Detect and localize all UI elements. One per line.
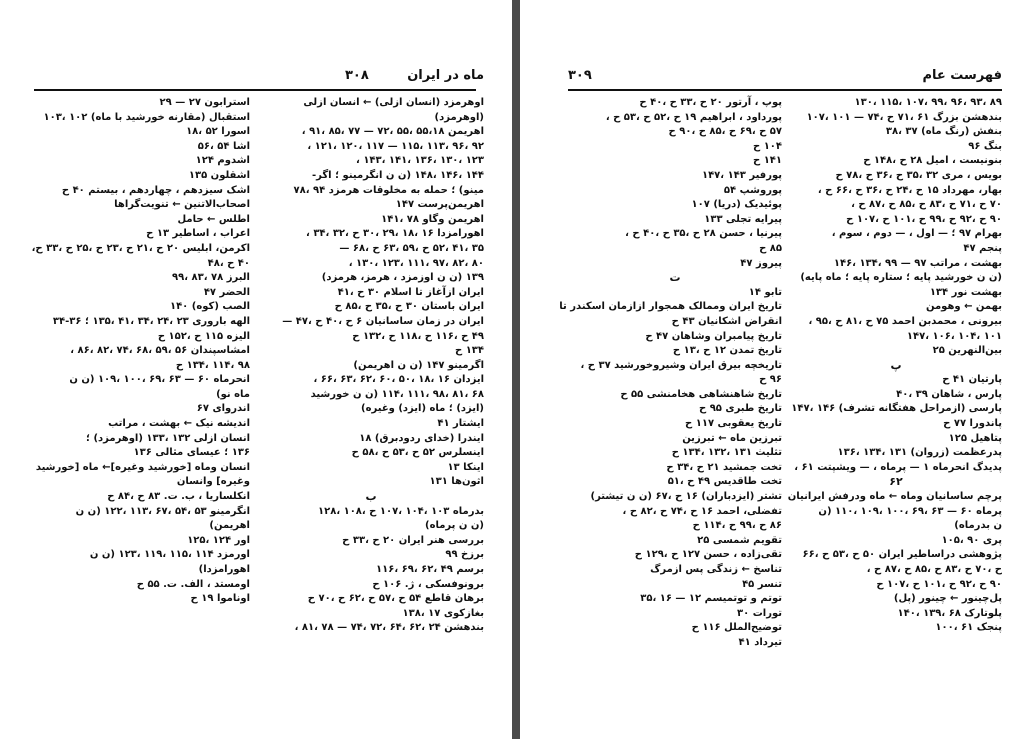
- index-entry: (ن ن پرماه): [425, 520, 484, 532]
- index-entry: برونوفسکی ، ژ. ۱۰۶ ح: [372, 578, 484, 590]
- index-entry: الصب (کوه) ۱۴۰: [169, 301, 250, 313]
- index-entry: ۸۹ ،۹۳ ،۹۶ ،۹۹ ،۱۰۷ ،۱۱۵ ،۱۳۰: [854, 97, 1002, 108]
- index-entry: ۹۰ ح ،۹۲ ح ،۱۰۱ ح ،۱۰۷ ح: [876, 578, 1002, 590]
- section-letter: ب: [365, 490, 377, 504]
- index-entry: بویس ، مری ۳۲ ،۳۵ ح ،۳۶ ح ،۷۸ ح: [835, 169, 1002, 181]
- index-entry: بهشت ، مراتب ۹۷ — ۹۹ ،۱۳۴ ،۱۴۶: [833, 257, 1002, 269]
- index-entry: پرچم ساسانیان وماه ← ماه ودرفش ایرانیان: [787, 491, 1002, 503]
- index-entry: ایندرا (خدای ردودبرق) ۱۸: [359, 432, 484, 444]
- index-entry: پنجک ۶۱ ،۱۰۰: [935, 622, 1002, 634]
- page-number: ۳۰۹: [568, 68, 592, 83]
- index-entry: (ایزد) ؛ ماه (ایزد) وغیره): [361, 403, 484, 415]
- index-entry: استقبال (مقارنه خورشید با ماه) ۱۰۲ ،۱۰۳: [43, 111, 250, 123]
- index-entry: پلوتارک ۶۸ ،۱۳۹ ،۱۴۰: [897, 607, 1002, 619]
- index-entry: پارتیان ۴۱ ح: [942, 374, 1002, 386]
- index-entry: تابو ۱۴: [748, 286, 782, 298]
- header-rule: [568, 89, 1002, 91]
- index-entry: اهریمن): [209, 520, 250, 532]
- index-entry: اگرمینو ۱۴۷ (ن ن اهریمن): [353, 359, 484, 371]
- index-entry: پدیدگ انحرماه ۱ — پرماه ، — ویشپتت ۶۱ ،: [794, 461, 1002, 473]
- index-entry: تورات ۳۰: [737, 607, 782, 619]
- index-entry: ۳۵ ،۴۱ ،۵۲ ح ،۵۹ ،۶۳ ح ،۶۸ —: [339, 242, 484, 254]
- index-entry: ۱۴۴ ،۱۴۶ ،۱۴۸ (ن ن انگرمینو ؛ اگر-: [311, 169, 484, 181]
- index-entry: اعراب ، اساطیر ۱۳ ح: [146, 228, 250, 240]
- index-entry: پوئیدیک (دریا) ۱۰۷: [691, 199, 782, 211]
- index-entry: امشاسپندان ۵۶ ،۵۹ ،۶۸ ،۷۴ ،۸۲ ،۸۶ ،: [70, 345, 250, 357]
- right-page: [520, 0, 1024, 739]
- index-entry: اهورامزدا): [198, 564, 250, 575]
- index-entry: تفضلی، احمد ۱۶ ح ،۷۴ ح ،۸۲ ح ،: [622, 505, 782, 517]
- index-entry: اشا ۵۴ ،۵۶: [197, 140, 250, 152]
- index-entry: انکلساریا ، ب. ت. ۸۳ ح ،۸۴ ح: [107, 491, 250, 503]
- index-entry: پرماه ۶۰ — ۶۳ ،۶۹ ،۱۰۰ ،۱۰۹ ،۱۱۰ (ن: [818, 505, 1002, 517]
- index-entry: اور ۱۲۴ ،۱۲۵: [187, 534, 250, 546]
- index-entry: اهریمن ۵۵،۱۸ ،۵۵ ،۷۲ — ۷۷ ،۸۵ ،۹۱ ،: [301, 126, 484, 138]
- index-entry: برسم ۴۹ ،۶۲ ،۶۹ ،۱۱۶: [376, 564, 484, 575]
- index-entry: اطلس ← حامل: [177, 213, 250, 225]
- index-entry: اصحاب‌الاتنین ← تنویت‌گراها: [114, 199, 250, 211]
- index-entry: پارس ، شاهان ۳۹ ،۴۰: [896, 388, 1002, 400]
- index-entry: بین‌النهرین ۲۵: [932, 345, 1002, 357]
- index-entry: ۱۴۱ ح: [752, 155, 782, 167]
- index-entry: اشدوم ۱۲۴: [195, 155, 250, 167]
- index-entry: ۸۰ ،۸۲ ،۹۷ ،۱۱۱ ،۱۲۳ ،۱۳۰ ،: [348, 257, 484, 269]
- index-entry: پژوهشی دراساطیر ایران ۵۰ ح ،۵۳ ح ،۶۶: [802, 549, 1002, 561]
- page-number: ۳۰۸: [345, 68, 369, 83]
- page-title: ماه در ایران: [407, 68, 484, 83]
- index-entry: تبرزین ماه ← تبرزین: [682, 432, 782, 444]
- index-entry: پنجم ۴۷: [963, 242, 1002, 254]
- index-entry: الحضر ۴۷: [203, 286, 250, 298]
- index-entry: ۹۶ ح: [759, 374, 782, 386]
- index-entry: بدرماه ۱۰۳ ،۱۰۴ ،۱۰۷ ح ،۱۰۸ ،۱۲۸: [318, 505, 484, 517]
- index-entry: ح ،۷۰ ح ،۸۳ ح ،۸۵ ح ،۸۷ ح ،: [866, 564, 1002, 575]
- index-entry: پارسی (ازمراحل هفتگانه تشرف) ۱۴۶ ،۱۴۷: [791, 403, 1002, 415]
- index-entry: تاریخچه بیرق ایران وشیروخورشید ۳۷ ح ،: [580, 359, 782, 371]
- index-entry: بهار، مهرداد ۱۵ ح ،۲۴ ح ،۳۶ ح ،۶۶ ح ،: [817, 184, 1002, 196]
- header-rule: [34, 89, 476, 91]
- page-title: فهرست عام: [922, 68, 1002, 83]
- index-entry: انسان وماه [خورشید وغیره]← ماه [خورشید: [35, 461, 250, 473]
- index-entry: البرز ۷۸ ،۸۳ ،۹۹: [172, 272, 250, 284]
- index-entry: اومستد ، الف. ت. ۵۵ ح: [136, 578, 250, 590]
- index-entry: پری ۹۰ ،۱۰۵: [941, 534, 1002, 546]
- index-entry: تناسخ ← زندگی پس ازمرگ: [650, 564, 782, 575]
- index-entry: بنفش (رنگ ماه) ۳۷ ،۳۸: [885, 126, 1002, 138]
- index-entry: پورداود ، ابراهیم ۱۹ ح ،۵۲ ح ،۵۳ ح ،: [605, 111, 782, 123]
- index-entry: ۱۳۴ ح: [454, 345, 484, 357]
- index-entry: تاریخ پیامبران وشاهان ۴۷ ح: [645, 330, 782, 342]
- index-entry: ۱۳۶ ؛ عیسای مثالی ۱۳۶: [133, 447, 250, 459]
- index-entry: (ن ن خورشید پایه ؛ ستاره پایه ؛ ماه پایه): [800, 272, 1002, 284]
- index-entry: اوهرمزد (انسان ازلی) ← انسان ازلی: [303, 97, 484, 108]
- index-entry: تخت طاقدیس ۴۹ ح ،۵۱: [667, 476, 782, 488]
- index-entry: ۴۰ ح ،۴۸: [207, 257, 250, 269]
- index-entry: بهرام ۹۷ ؛ — اول ، — دوم ، سوم ،: [831, 228, 1002, 240]
- index-entry: تخت جمشید ۲۱ ح ،۳۴ ح: [666, 461, 782, 473]
- index-entry: ایران در زمان ساسانیان ۶ ح ،۴۰ ح ،۴۷ —: [282, 315, 484, 327]
- index-entry: پدرعظمت (زروان) ۱۳۱ ،۱۳۴ ،۱۳۶: [837, 447, 1002, 459]
- index-entry: پیرایه تجلی ۱۳۳: [704, 213, 782, 225]
- index-entry: اشک سیزدهم ، چهاردهم ، بیستم ۴۰ ح: [61, 184, 250, 196]
- index-entry: بنگ ۹۶: [968, 140, 1002, 152]
- index-entry: پتاهیل ۱۲۵: [948, 432, 1002, 444]
- index-entry: بهشت نور ۱۳۴: [929, 286, 1002, 298]
- index-entry: ۹۰ ح ،۹۲ ح ،۹۹ ح ،۱۰۱ ح ،۱۰۷ ح: [846, 213, 1002, 225]
- index-entry: بغازکوی ۱۷ ،۱۳۸: [402, 607, 484, 619]
- index-entry: تاریخ شاهنشاهی هخامنشی ۵۵ ح: [620, 388, 782, 400]
- index-entry: الهه باروری ۲۳ ،۲۴ ،۳۴ ،۴۱ ،۱۳۵ ؛ ۳۶-۳۴: [52, 315, 250, 327]
- index-entry: تنسر ۴۵: [742, 578, 782, 590]
- index-entry: انقراض اشکانیان ۴۳ ح: [671, 315, 782, 327]
- section-letter: پ: [890, 358, 902, 372]
- index-entry: ۴۹ ح ،۱۱۶ ح ،۱۱۸ ح ،۱۳۲ ح: [352, 330, 484, 342]
- index-entry: اینسلرس ۵۲ ح ،۵۳ ح ،۵۸ ح: [351, 447, 484, 459]
- index-entry: تقی‌زاده ، حسن ۱۲۷ ح ،۱۲۹ ح: [634, 549, 782, 561]
- index-entry: ۱۲۳ ،۱۳۰ ،۱۳۶ ،۱۴۱ ،۱۴۳ ،: [356, 155, 484, 167]
- index-entry: پیروز ۴۷: [740, 257, 782, 269]
- index-entry: انحرماه ۶۰ — ۶۳ ،۶۹ ،۱۰۰ ،۱۰۹ (ن ن: [69, 374, 250, 386]
- index-entry: ۱۳۹ (ن ن اوزمزد ، هرمز، هرمزد): [321, 272, 484, 284]
- index-entry: تیرداد ۴۱: [738, 636, 782, 648]
- index-entry: الیزه ۱۱۵ ح ،۱۵۲ ح: [157, 330, 250, 342]
- index-entry: بررسی هنر ایران ۲۰ ح ،۳۳ ح: [342, 534, 484, 546]
- index-entry: پاندورا ۷۷ ح: [943, 418, 1002, 430]
- index-entry: بهمن ← وهومن: [925, 301, 1002, 313]
- index-entry: ایران ازآغاز تا اسلام ۳۰ ح ،۴۱: [337, 286, 484, 298]
- index-entry: اوناموا ۱۹ ح: [190, 593, 250, 605]
- section-letter: ۶۲: [889, 475, 903, 489]
- index-column-left: [31, 96, 250, 607]
- index-entry: اندروای ۶۷: [196, 403, 250, 415]
- index-entry: ایزدان ۱۶ ،۱۸ ،۵۰ ،۶۰ ،۶۲ ،۶۳ ،۶۶ ،: [313, 374, 484, 386]
- index-entry: تاریخ ایران وممالک همجوار ازازمان اسکندر تا: [559, 301, 782, 313]
- index-entry: ن بدرماه): [954, 520, 1002, 532]
- index-entry: اثون‌ها ۱۳۱: [429, 476, 484, 488]
- index-entry: پوپ ، آرتور ۲۰ ح ،۳۳ ح ،۴۰ ح: [639, 97, 782, 108]
- index-entry: اکرمن، ابلیس ۲۰ ح ،۲۱ ح ،۲۳ ح ،۲۵ ح ،۳۳ ح،: [31, 242, 250, 254]
- index-entry: تاریخ یعقوبی ۱۱۷ ح: [685, 418, 782, 430]
- book-spine: [512, 0, 520, 739]
- index-entry: ۹۲ ،۹۶ ،۱۱۳ ،۱۱۵ — ۱۱۷ ،۱۲۰ ،۱۲۱ ،: [307, 140, 484, 152]
- index-entry: پل‌چینور ← چینور (پل): [893, 593, 1002, 605]
- index-entry: وغیره] وانسان: [176, 476, 250, 488]
- index-entry: توضیح‌الملل ۱۱۶ ح: [691, 622, 782, 634]
- index-entry: بیرونی ، محمدبن احمد ۷۵ ح ،۸۱ ح ،۹۵ ،: [808, 315, 1002, 327]
- index-entry: اهریمن‌پرست ۱۴۷: [395, 199, 484, 211]
- index-column-right: [787, 96, 1002, 636]
- index-entry: توتم و توتمیسم ۱۲ — ۱۶ ،۳۵: [640, 593, 782, 605]
- index-entry: انسان ازلی ۱۳۲ ،۱۳۳ (اوهرمزد) ؛: [85, 432, 250, 444]
- index-entry: اورمزد ۱۱۴ ،۱۱۵ ،۱۱۹ ،۱۲۳ (ن ن: [89, 549, 250, 561]
- index-entry: (اوهرمزد): [434, 111, 484, 123]
- index-entry: بنونیست ، امیل ۲۸ ح ،۱۴۸ ح: [863, 155, 1002, 167]
- index-entry: ۷۰ ح ،۷۱ ح ،۸۳ ح ،۸۵ ح ،۸۷ ح ،: [851, 199, 1002, 211]
- index-entry: استرابون ۲۷ — ۲۹: [159, 97, 250, 108]
- index-column-right: [258, 96, 484, 636]
- index-entry: مینو) ؛ حمله به مخلوقات هرمزد ۹۴ ،۷۸: [293, 184, 484, 196]
- index-entry: اشقلون ۱۳۵: [188, 169, 250, 181]
- index-entry: ۱۰۱ ،۱۰۴ ،۱۰۶ ،۱۴۷: [906, 330, 1002, 342]
- index-entry: ۶۸ ،۸۱ ،۹۸ ،۱۱۱ ،۱۱۴ (ن ن خورشید: [310, 388, 484, 400]
- index-entry: تقویم شمسی ۲۵: [697, 534, 782, 546]
- index-entry: ایشتار ۴۱: [437, 418, 484, 430]
- index-entry: ماه نو): [216, 388, 250, 400]
- index-column-left: [559, 96, 782, 651]
- index-entry: اهورامزدا ۱۶ ،۱۸ ،۲۹ ،۳۰ ح ،۳۲ ،۳۴ ،: [306, 228, 484, 240]
- index-entry: برزخ ۹۹: [445, 549, 484, 561]
- index-entry: بندهشن ۲۴ ،۶۲ ،۶۴ ،۷۲ ،۷۴ — ۷۸ ،۸۱ ،: [294, 622, 484, 634]
- index-entry: ۸۶ ح ،۹۹ ح ،۱۱۴ ح: [692, 520, 782, 532]
- index-entry: ۵۷ ح ،۶۹ ح ،۸۵ ح ،۹۰ ح: [668, 126, 782, 138]
- index-entry: تاریخ تمدن ۱۲ ح ،۱۳ ح: [672, 345, 782, 357]
- index-entry: ایران باستان ۳۰ ح ،۳۵ ح ،۸۵ ح: [334, 301, 484, 313]
- index-entry: برهان قاطع ۵۴ ح ،۵۷ ح ،۶۲ ح ،۷۰ ح: [307, 593, 484, 605]
- index-entry: ۱۰۴ ح: [752, 140, 782, 152]
- section-letter: ت: [669, 271, 681, 285]
- index-entry: تشتر (ایزدباران) ۱۶ ح ،۶۷ (ن ن تیشتر): [590, 491, 782, 503]
- index-entry: انگرمینو ۵۳ ،۵۴ ،۶۷ ،۱۱۳ ،۱۲۲ (ن ن: [75, 505, 250, 517]
- index-entry: اندیشه نیک ← بهشت ، مراتب: [108, 418, 250, 430]
- index-entry: بندهشن بزرگ ۶۱ ،۷۱ ح ،۷۴ — ۱۰۱ ،۱۰۷: [806, 111, 1002, 123]
- index-entry: پورفیر ۱۴۳ ،۱۴۷: [701, 169, 782, 181]
- index-entry: تثلیث ۱۳۱ ،۱۳۲ ،۱۳۴ ح: [671, 447, 782, 459]
- index-entry: اهریمن وگاو ۷۸ ،۱۴۱: [381, 213, 484, 225]
- index-entry: اسورا ۵۲ ،۱۸: [186, 126, 250, 138]
- index-entry: اینکا ۱۳: [447, 461, 484, 473]
- index-entry: ۹۸ ،۱۱۴ ،۱۳۴ ح: [175, 359, 250, 371]
- index-entry: تاریخ طبری ۹۵ ح: [699, 403, 782, 415]
- index-entry: پیرنیا ، حسن ۲۸ ح ،۳۵ ح ،۴۰ ح ،: [625, 228, 782, 240]
- index-entry: ۸۵ ح: [759, 242, 782, 254]
- index-entry: پوروشپ ۵۴: [723, 184, 782, 196]
